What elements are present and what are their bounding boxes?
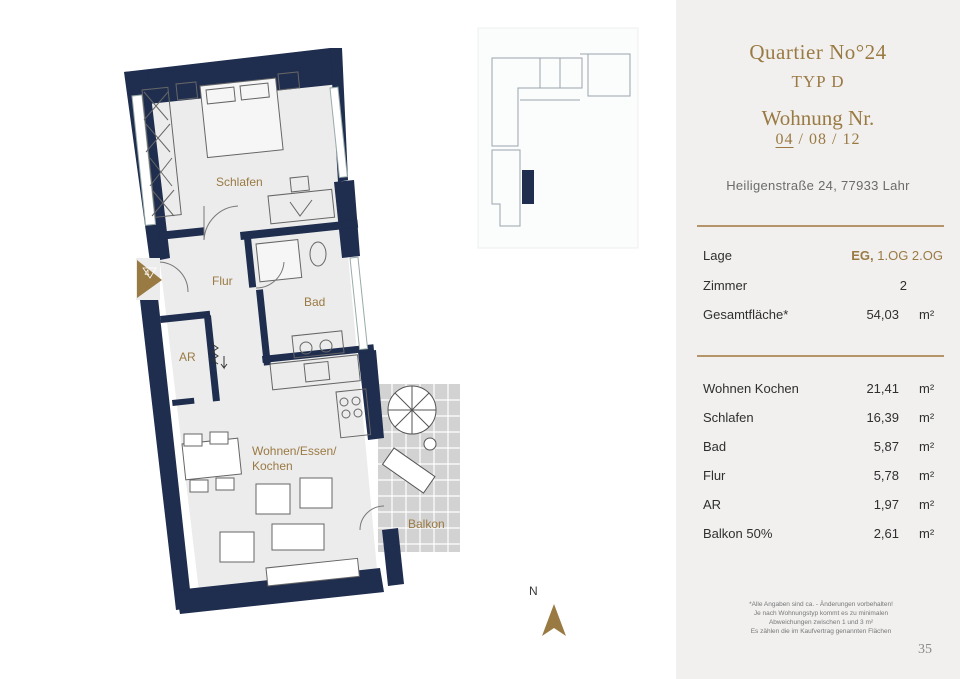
- unit-number-others: / 08 / 12: [793, 131, 861, 148]
- area-unit: m²: [919, 497, 935, 512]
- area-unit: m²: [919, 526, 935, 541]
- lage-label: Lage: [703, 248, 732, 263]
- gesamt-label: Gesamtfläche*: [703, 307, 789, 322]
- project-title: Quartier No°24: [749, 40, 887, 64]
- room-label-wohnen-line2: Kochen: [252, 459, 293, 473]
- north-label: N: [529, 584, 538, 598]
- entrance-number: 4: [144, 268, 150, 278]
- area-value: 21,41: [866, 381, 899, 396]
- building-key-plan: [478, 28, 638, 248]
- area-value: 2,61: [873, 526, 899, 541]
- area-label: Schlafen: [703, 410, 754, 425]
- area-label: Balkon 50%: [703, 526, 773, 541]
- unit-type: TYP D: [791, 72, 845, 91]
- north-arrow-icon: [540, 604, 568, 638]
- footnote-line: Es zählen die im Kaufvertrag genannten Flächen: [750, 628, 892, 635]
- area-label: Wohnen Kochen: [703, 381, 799, 396]
- zimmer-row: [703, 278, 943, 296]
- gesamt-row: [703, 307, 943, 325]
- area-unit: m²: [919, 468, 935, 483]
- zimmer-label: Zimmer: [703, 278, 748, 293]
- area-label: AR: [703, 497, 722, 512]
- lage-values: [851, 248, 943, 263]
- area-unit: m²: [919, 381, 935, 396]
- room-label-flur: Flur: [212, 274, 233, 288]
- apartment-info-panel: [676, 0, 960, 679]
- lage-active: EG,: [851, 248, 874, 263]
- unit-number-label: Wohnung Nr.: [761, 106, 875, 130]
- area-row: [703, 497, 943, 515]
- room-label-balkon: Balkon: [408, 517, 445, 531]
- area-label: Flur: [703, 468, 726, 483]
- room-label-wohnen: [252, 444, 337, 474]
- lage-others: 1.OG 2.OG: [873, 248, 943, 263]
- area-value: 5,87: [873, 439, 899, 454]
- footnote-line: Abweichungen zwischen 1 und 3 m²: [768, 619, 874, 626]
- lage-row: [703, 248, 943, 266]
- area-unit: m²: [919, 439, 935, 454]
- area-row: [703, 526, 943, 544]
- footnote-line: Je nach Wohnungstyp kommt es zu minimalen: [753, 610, 889, 617]
- gesamt-unit: m²: [919, 307, 935, 322]
- area-unit: m²: [919, 410, 935, 425]
- unit-number-selected: 04: [775, 131, 794, 148]
- zimmer-value: 2: [899, 278, 907, 293]
- footnote-line: *Alle Angaben sind ca. - Änderungen vorbehalten!: [749, 601, 893, 608]
- room-label-bad: Bad: [304, 295, 326, 309]
- area-value: 16,39: [866, 410, 899, 425]
- area-row: [703, 381, 943, 399]
- room-label-ar: AR: [179, 350, 196, 364]
- footnote: [696, 600, 946, 636]
- area-row: [703, 439, 943, 457]
- gesamt-value: 54,03: [866, 307, 899, 322]
- area-label: Bad: [703, 439, 727, 454]
- page-number: 35: [918, 642, 932, 657]
- area-row: [703, 410, 943, 428]
- area-value: 1,97: [873, 497, 899, 512]
- area-value: 5,78: [873, 468, 899, 483]
- room-label-wohnen-line1: Wohnen/Essen/: [252, 444, 337, 458]
- unit-numbers: [676, 131, 960, 149]
- room-label-schlafen: Schlafen: [216, 175, 263, 189]
- unit-highlight: [522, 170, 534, 204]
- divider: [697, 355, 944, 357]
- area-row: [703, 468, 943, 486]
- divider: [697, 225, 944, 227]
- address: Heiligenstraße 24, 77933 Lahr: [726, 178, 910, 193]
